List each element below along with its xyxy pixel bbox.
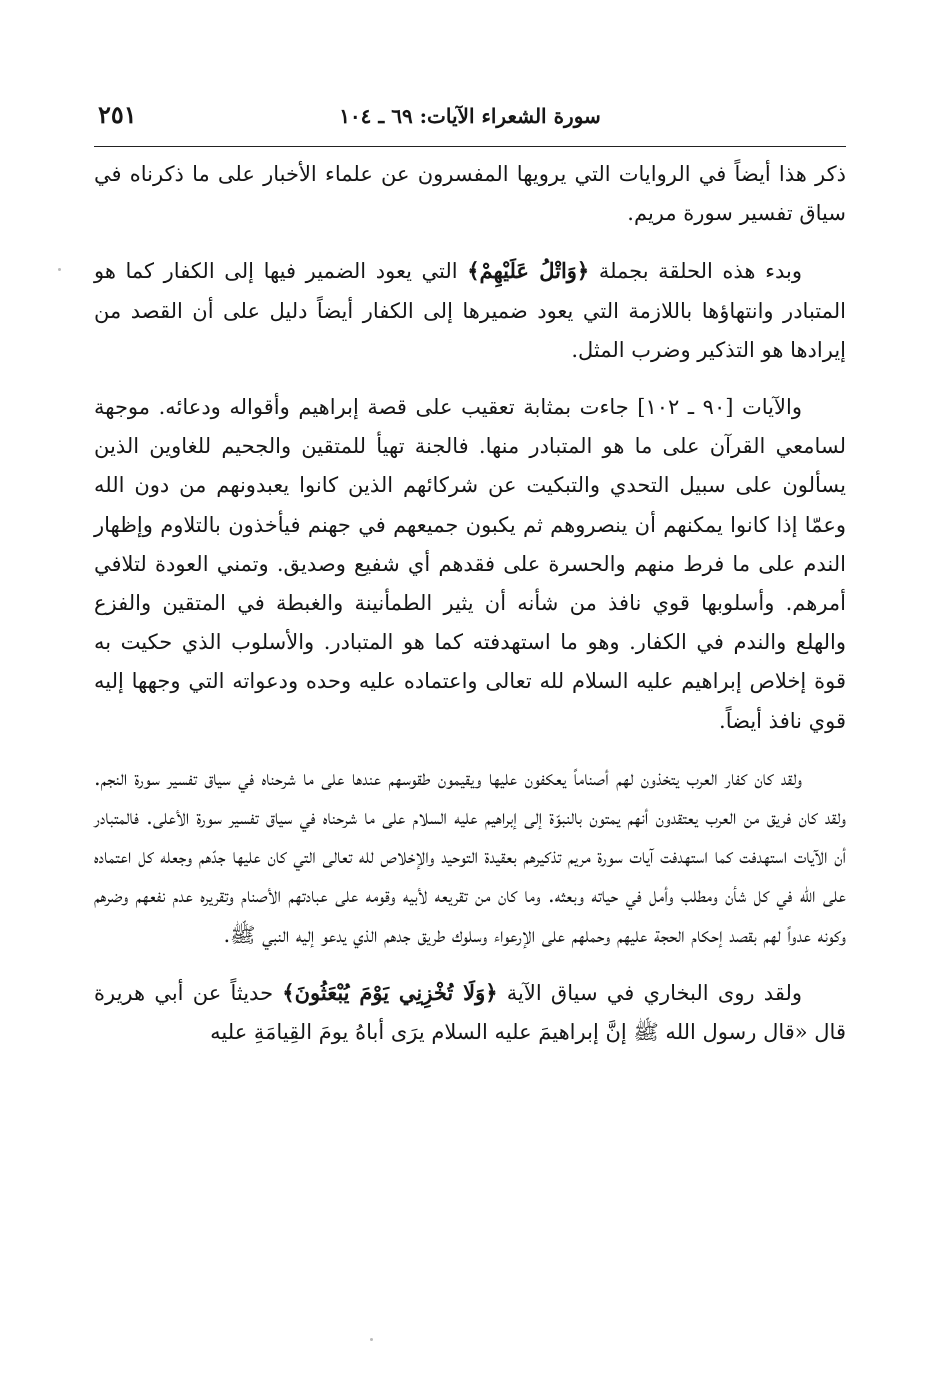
paragraph-text: ذكر هذا أيضاً في الروايات التي يرويها المفسرون عن علماء الأخبار على ما ذكرناه في سياق تفسير سورة مريم. bbox=[94, 162, 846, 226]
paragraph-2 bbox=[94, 251, 846, 370]
quran-quote: ﴿وَاتْلُ عَلَيْهِمْ﴾ bbox=[467, 258, 590, 284]
paragraph-text: ولقد كان كفار العرب يتخذون لهم أصناماً يعكفون عليها ويقيمون طقوسهم عندها على ما شرحناه في سياق تفسير سورة النجم. ولقد كان فريق من العرب يعتقدون أنهم يمتون بالنبوّة إلى إبراهيم عليه السلام على ما شرحناه في سياق تفسير سورة الأعلى. فالمتبادر أن الآيات استهدفت كما استهدفت آيات سورة مريم تذكيرهم بعقيدة التوحيد والإخلاص لله تعالى التي كان عليها جدّهم وجعله كل اعتماده على الله في كل شأن ومطلب وأمل في حياته وبعثه. وما كان من تقريعه لأبيه وقومه على عبادتهم الأصنام وتقريره عدم نفعهم وضرهم وكونه عدواً لهم بقصد إحكام الحجة عليهم وحملهم على الإرعواء وسلوك طريق جدهم الذي يدعو إليه النبي ﷺ. bbox=[94, 765, 846, 947]
book-page bbox=[94, 98, 846, 1052]
scan-speck bbox=[58, 268, 61, 271]
paragraph-3 bbox=[94, 388, 846, 741]
paragraph-text: التي يعود الضمير فيها إلى الكفار كما هو المتبادر وانتهاؤها باللازمة التي يعود ضميرها إلى الكفار أيضاً دليل على أن القصد من إيرادها هو التذكير وضرب المثل. bbox=[94, 259, 846, 362]
paragraph-text: وبدء هذه الحلقة بجملة bbox=[589, 259, 802, 284]
paragraph-text: حديثاً عن أبي هريرة قال «قال رسول الله ﷺ إنَّ إبراهيمَ عليه السلام يرَى أباهُ يومَ القِيامَةِ عليه bbox=[94, 980, 846, 1045]
paragraph-text: ولقد روى البخاري في سياق الآية bbox=[497, 980, 802, 1005]
paragraph-4 bbox=[94, 759, 846, 955]
paragraph-5 bbox=[94, 973, 846, 1052]
running-header bbox=[94, 98, 846, 147]
page-number: ٢٥١ bbox=[98, 100, 137, 129]
surah-header-title: سورة الشعراء الآيات: ٦٩ ـ ١٠٤ bbox=[339, 104, 601, 128]
scan-speck bbox=[370, 1338, 373, 1341]
quran-quote: ﴿وَلَا تُخْزِنِي يَوْمَ يُبْعَثُونَ﴾ bbox=[282, 979, 498, 1005]
body-text bbox=[94, 155, 846, 1052]
paragraph-text: والآيات [٩٠ ـ ١٠٢] جاءت بمثابة تعقيب على قصة إبراهيم وأقواله ودعائه. موجهة لسامعي القرآن على ما هو المتبادر منها. فالجنة تهيأ للمتقين والجحيم للغاوين الذين يسألون على سبيل التحدي والتبكيت عن شركائهم الذين كانوا يعبدونهم من دون الله وعمّا إذا كانوا يمكنهم أن ينصروهم ثم يكبون جميعهم في جهنم فيأخذون بالتلاوم وإظهار الندم على ما فرط منهم والحسرة على فقدهم أي شفيع وصديق. وتمني العودة لتلافي أمرهم. وأسلوبها قوي نافذ من شأنه أن يثير الطمأنينة والغبطة في المتقين والفزع والهلع والندم في الكفار. وهو ما استهدفته كما هو المتبادر. والأسلوب الذي حكيت به قوة إخلاص إبراهيم عليه السلام لله تعالى واعتماده عليه وحده ودعواته التي وجهها إليه قوي نافذ أيضاً. bbox=[94, 395, 846, 733]
paragraph-1 bbox=[94, 155, 846, 233]
